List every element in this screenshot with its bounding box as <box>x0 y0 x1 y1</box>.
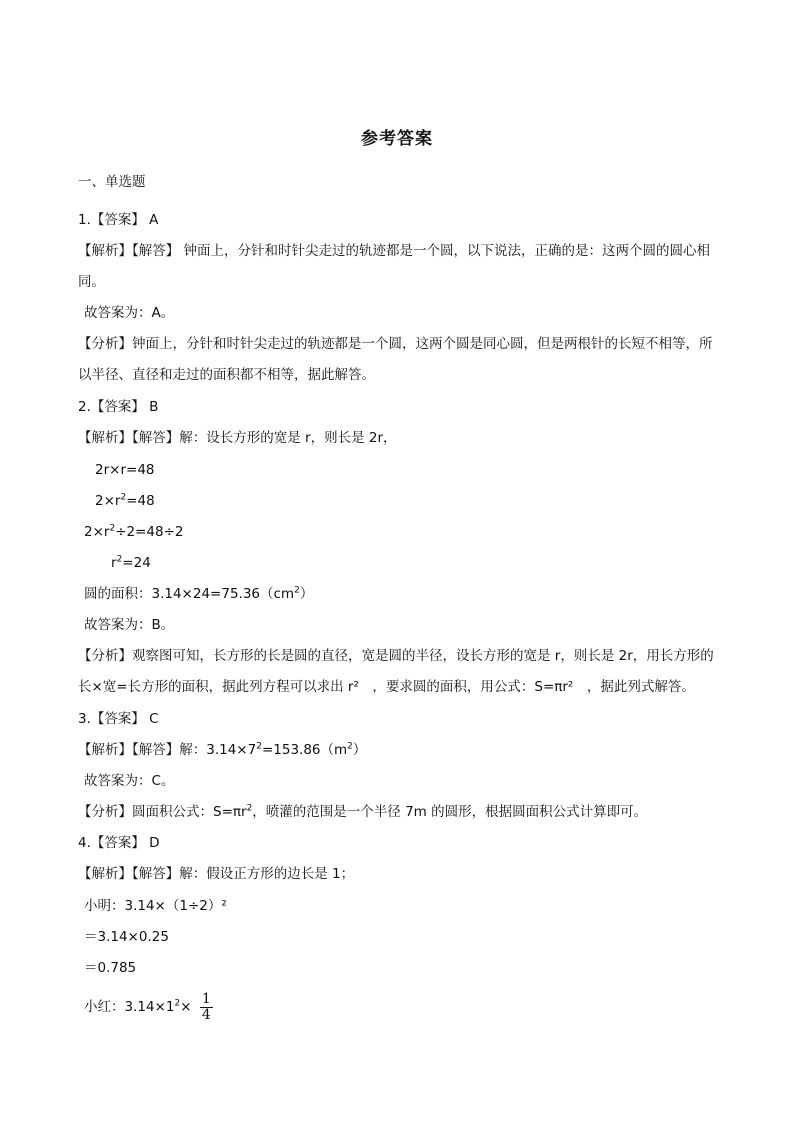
q2-explanation: 【解析】【解答】解：设长方形的宽是 r，则长是 2r， <box>78 430 397 446</box>
q1-analysis: 【分析】钟面上，分针和时针尖走过的轨迹都是一个圆，这两个圆是同心圆，但是两根针的长短不相等，所以半径、直径和走过的面积都不相等，据此解答。 <box>78 336 713 383</box>
q1-explanation: 【解析】【解答】 钟面上，分针和时针尖走过的轨迹都是一个圆，以下说法，正确的是：这两个圆的圆心相同。 <box>78 243 711 290</box>
q1-conclusion: 故答案为：A。 <box>84 305 175 321</box>
q2-equation-4: $r^2=24$ <box>111 554 151 571</box>
fraction-numerator: 1 <box>201 990 211 1007</box>
q2-equation-1: 2r×r=48 <box>95 462 155 478</box>
q2-analysis: 【分析】观察图可知，长方形的长是圆的直径，宽是圆的半径，设长方形的宽是 r，则长是 2r，用长方形的长×宽=长方形的面积，据此列方程可以求出 r² ，要求圆的面积，用公式：S=πr² ，据此列式解答。 <box>78 648 714 695</box>
q3-explanation: 【解析】【解答】解：$3.14\times 7^2=153.86(m^2)$ <box>78 741 367 758</box>
q1-answer: 1.【答案】 A <box>78 212 159 228</box>
q2-conclusion: 故答案为：B。 <box>84 617 175 633</box>
q4-xiaohong: 小红：$3.14\times 1^2\times$ $\frac{1}{4}$ <box>84 990 211 1023</box>
q4-step-1: ＝3.14×0.25 <box>84 929 169 945</box>
q3-conclusion: 故答案为：C。 <box>84 773 175 789</box>
fraction-one-quarter <box>200 992 213 1023</box>
q3-analysis: 【分析】圆面积公式：$S=\pi r^2$，喷灌的范围是一个半径 7m 的圆形，根据圆面积公式计算即可。 <box>78 803 648 820</box>
q2-equation-3: $2\times r^2\div 2=48\div 2$ <box>84 523 184 540</box>
q4-answer: 4.【答案】 D <box>78 835 160 851</box>
q2-area: 圆的面积：$3.14\times 24=75.36(cm^2)$ <box>84 585 314 602</box>
q3-answer: 3.【答案】 C <box>78 711 159 727</box>
q4-xiaoming: 小明：3.14×（1÷2）² <box>84 898 227 914</box>
q2-equation-2: $2\times r^2=48$ <box>95 492 155 509</box>
q2-answer: 2.【答案】 B <box>78 399 159 415</box>
page-title: 参考答案 <box>361 129 433 149</box>
fraction-denominator: 4 <box>201 1006 211 1023</box>
q4-step-2: ＝0.785 <box>84 960 137 976</box>
q4-explanation: 【解析】【解答】解：假设正方形的边长是 1； <box>78 866 355 882</box>
section-heading: 一、单选题 <box>78 174 146 190</box>
